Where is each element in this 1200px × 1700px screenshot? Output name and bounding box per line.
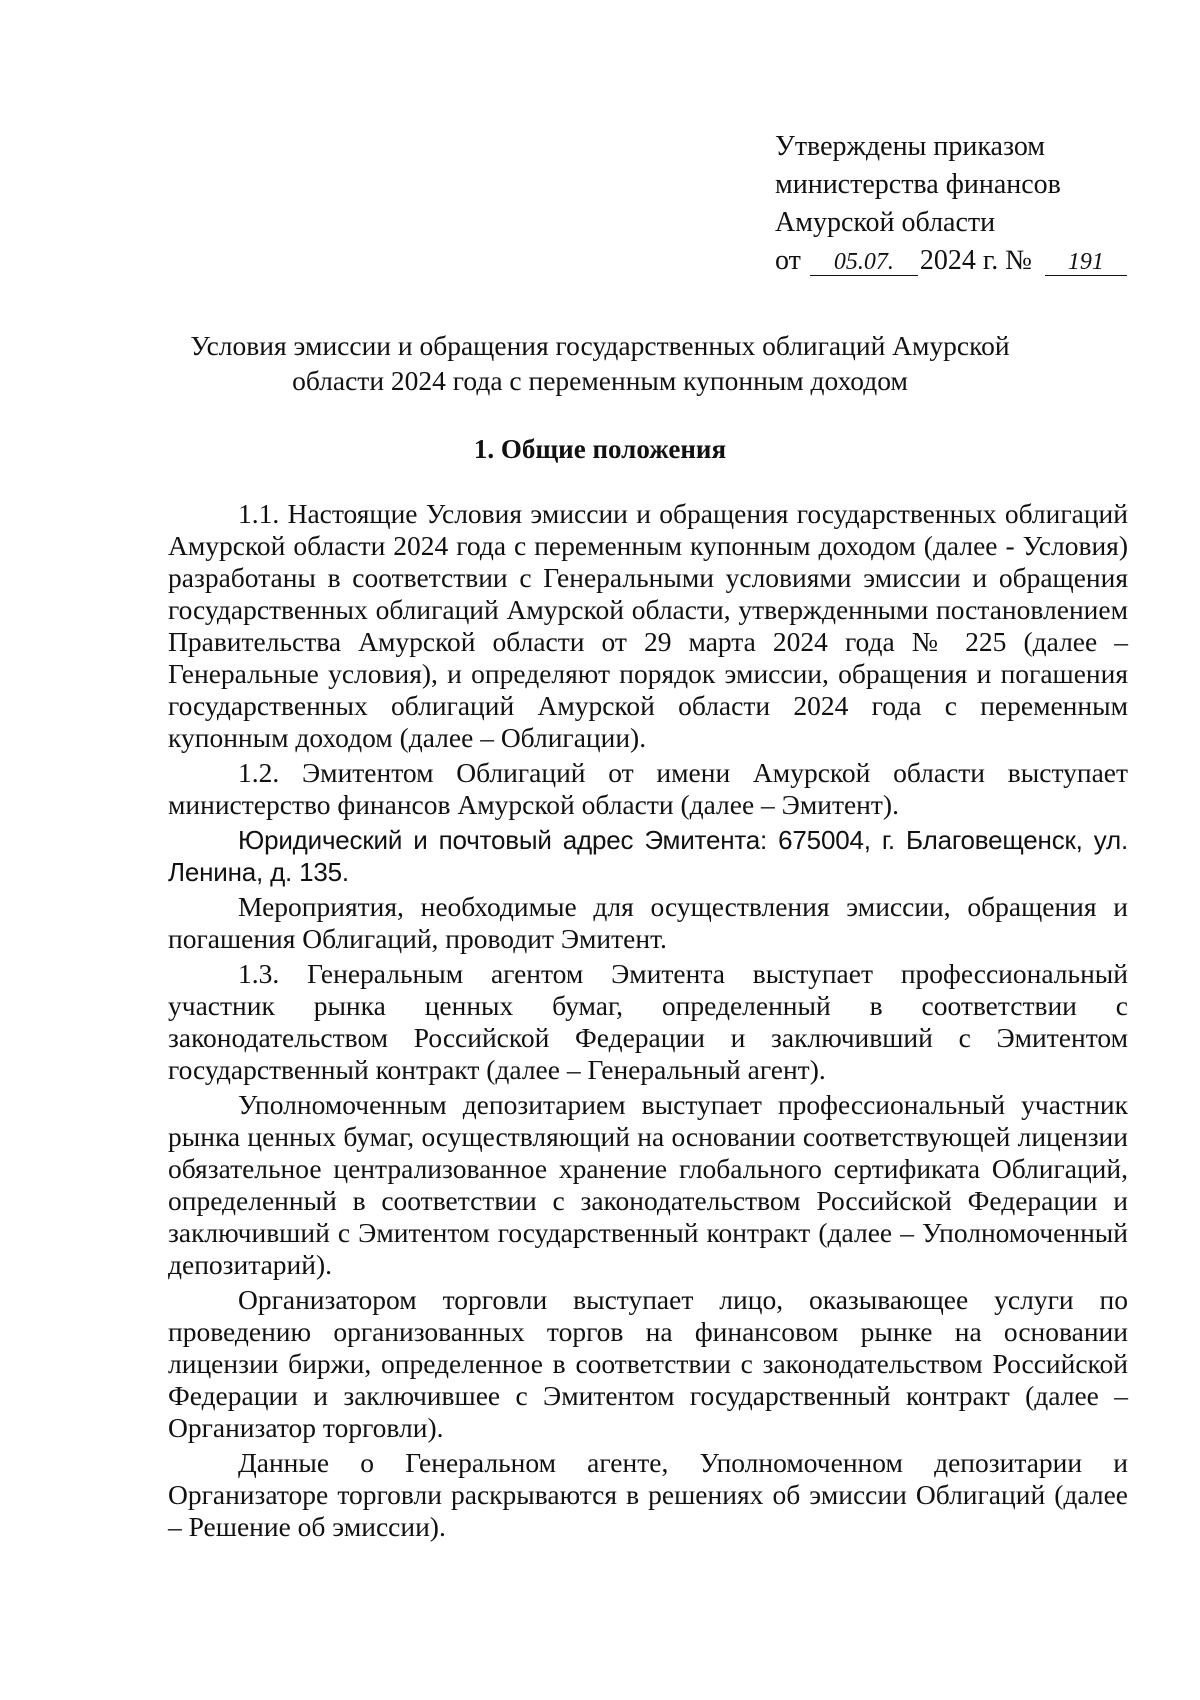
paragraph-1-1: 1.1. Настоящие Условия эмиссии и обращения государственных облигаций Амурской области 2024 года с переменным купонным доходом (далее - Условия) разработаны в соответствии с Генеральными условиями эмиссии и обращения государственных облигаций Амурской области, утвержденными постановлением Правительства Амурской области от 29 марта 2024 года № 225 (далее – Генеральные условия), и определяют порядок эмиссии, обращения и погашения государственных облигаций Амурской области 2024 года с переменным купонным доходом (далее – Облигации).: [168, 498, 1128, 753]
section-heading: 1. Общие положения: [473, 434, 727, 464]
document-body: [168, 498, 1128, 1546]
paragraph-activities: Мероприятия, необходимые для осуществления эмиссии, обращения и погашения Облигаций, проводит Эмитент.: [168, 891, 1128, 954]
paragraph-1-3: 1.3. Генеральным агентом Эмитента выступает профессиональный участник рынка ценных бумаг, определенный в соответствии с законодательством Российской Федерации и заключивший с Эмитентом государственный контракт (далее – Генеральный агент).: [168, 958, 1128, 1085]
paragraph-depositary: Уполномоченным депозитарием выступает профессиональный участник рынка ценных бумаг, осуществляющий на основании соответствующей лицензии обязательное централизованное хранение глобального сертификата Облигаций, определенный в соответствии с законодательством Российской Федерации и заключивший с Эмитентом государственный контракт (далее – Уполномоченный депозитарий).: [168, 1089, 1128, 1280]
approval-line-2: министерства финансов: [775, 169, 1061, 200]
document-title: Условия эмиссии и обращения государственных облигаций Амурской области 2024 года с переменным купонным доходом: [190, 330, 1010, 396]
approval-line-3: Амурской области: [775, 207, 996, 238]
paragraph-trade-organizer: Организатором торговли выступает лицо, оказывающее услуги по проведению организованных торгов на финансовом рынке на основании лицензии биржи, определенное в соответствии с законодательством Российской Федерации и заключившее с Эмитентом государственный контракт (далее – Организатор торговли).: [168, 1284, 1128, 1443]
approval-line-1: Утверждены приказом: [775, 131, 1046, 162]
approval-year: 2024 г. №: [919, 245, 1032, 276]
handwritten-order-number: 191: [1045, 249, 1127, 276]
paragraph-1-2: 1.2. Эмитентом Облигаций от имени Амурской области выступает министерство финансов Амурской области (далее – Эмитент).: [168, 757, 1128, 820]
approval-stamp-block: [775, 128, 1127, 280]
approval-prefix: от: [775, 245, 801, 276]
paragraph-disclosure: Данные о Генеральном агенте, Уполномоченном депозитарии и Организаторе торговли раскрываются в решениях об эмиссии Облигаций (далее – Решение об эмиссии).: [168, 1447, 1128, 1542]
handwritten-date: 05.07.: [810, 249, 918, 276]
paragraph-address: Юридический и почтовый адрес Эмитента: 675004, г. Благовещенск, ул. Ленина, д. 135.: [168, 825, 1128, 887]
approval-line-4: [775, 242, 1127, 280]
